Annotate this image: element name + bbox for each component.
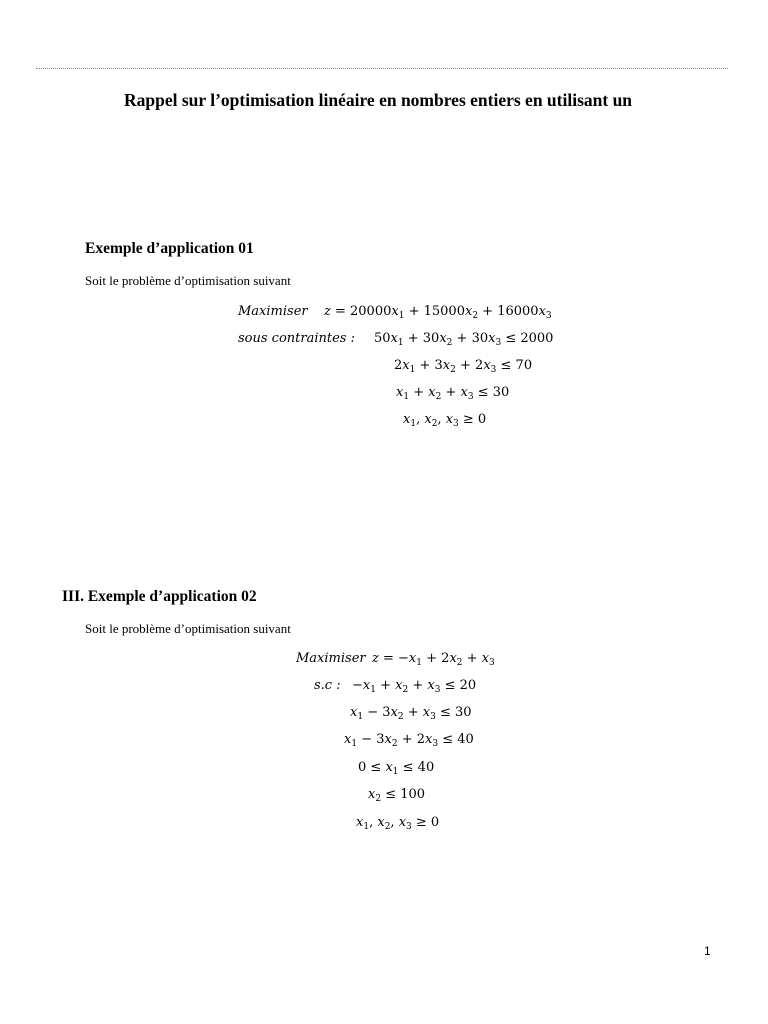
example-2-bound-x1: $0 \le x_1 \le 40$ bbox=[358, 760, 435, 777]
example-2-intro: Soit le problème d’optimisation suivant bbox=[85, 621, 291, 636]
example-2-constraint: $x_1 - 3x_2 + x_3 \le 30$ bbox=[350, 705, 472, 722]
example-2-constraints-label: s.c : bbox=[314, 678, 341, 693]
example-1-constraint: $2x_1 + 3x_2 + 2x_3 \le 70$ bbox=[394, 358, 533, 375]
example-2-nonnegativity: $x_1$, $x_2$, $x_3 \ge 0$ bbox=[356, 815, 440, 832]
example-2-objective: $z = -x_1 + 2x_2 + x_3$ bbox=[372, 651, 495, 668]
example-1-constraint: $50x_1 + 30x_2 + 30x_3 \le 2000$ bbox=[374, 331, 554, 348]
example-1-intro: Soit le problème d’optimisation suivant bbox=[85, 273, 291, 288]
example-1-constraint: $x_1 + x_2 + x_3 \le 30$ bbox=[396, 385, 510, 402]
example-2-heading: III. Exemple d’application 02 bbox=[62, 588, 257, 605]
example-1-objective: $z = 20000x_1 + 15000x_2 + 16000x_3$ bbox=[324, 304, 552, 321]
example-2-constraint: $x_1 - 3x_2 + 2x_3 \le 40$ bbox=[344, 732, 474, 749]
header-dotted-rule bbox=[36, 68, 728, 69]
example-1-nonnegativity: $x_1$, $x_2$, $x_3 \ge 0$ bbox=[403, 412, 487, 429]
example-2-objective-label: Maximiser bbox=[296, 651, 366, 666]
page-number: 1 bbox=[704, 944, 711, 958]
example-1-objective-label: Maximiser bbox=[238, 304, 308, 319]
example-2-bound-x2: $x_2 \le 100$ bbox=[368, 787, 426, 804]
example-1-constraints-label: sous contraintes : bbox=[238, 331, 355, 346]
example-1-heading: Exemple d’application 01 bbox=[85, 240, 254, 257]
example-2-constraint: $-x_1 + x_2 + x_3 \le 20$ bbox=[352, 678, 477, 695]
page-title: Rappel sur l’optimisation linéaire en nombres entiers en utilisant un bbox=[124, 90, 633, 110]
